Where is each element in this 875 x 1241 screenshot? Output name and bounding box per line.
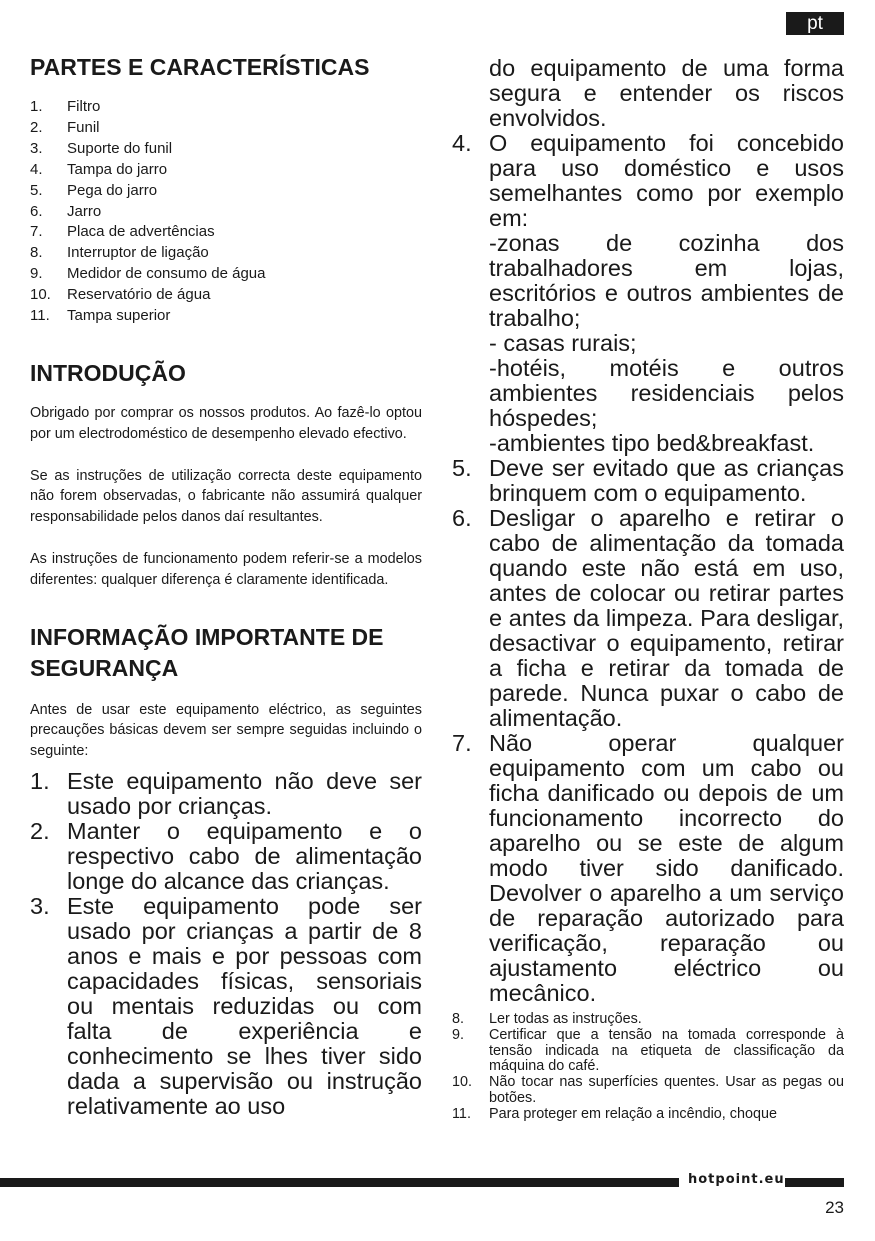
item-label: Filtro (67, 98, 101, 115)
item-text: Ler todas as instruções. (489, 1011, 642, 1027)
item-number: 8. (30, 244, 43, 262)
item-text: Deve ser evitado que as crianças brinquem com o equipamento. (489, 455, 844, 506)
list-item (30, 97, 422, 118)
list-item (452, 131, 844, 456)
right-column (452, 56, 844, 1123)
brand-label: hotpoint.eu (688, 1172, 785, 1187)
item-number: 3. (30, 892, 50, 919)
list-item (30, 139, 422, 160)
list-item (30, 222, 422, 243)
item-number: 10. (452, 1074, 473, 1091)
item-label: Reservatório de água (67, 286, 211, 304)
item-number: 1. (30, 767, 50, 794)
language-tag: pt (786, 12, 844, 35)
item-label: Placa de advertências (67, 223, 215, 241)
list-item (30, 769, 422, 819)
list-item (30, 264, 422, 285)
safety-intro: Antes de usar este equipamento eléctrico, as seguintes precauções básicas devem ser sempre seguidas incluindo o seguinte: (30, 701, 422, 760)
list-item (452, 506, 844, 731)
list-item (452, 1075, 844, 1107)
item-text: Manter o equipamento e o respectivo cabo de alimentação longe do alcance das crianças. (67, 817, 422, 894)
list-item (452, 456, 844, 506)
item-text: O equipamento foi concebido para uso doméstico e usos semelhantes como por exemplo em: -zonas de cozinha dos trabalhadores em lojas, escritórios e outros ambientes de trabalho; - casas rurais; -hotéis, motéis e outros ambientes residenciais pelos hóspedes; -ambientes tipo bed&breakfast. (489, 130, 844, 456)
intro-paragraph-3: As instruções de funcionamento podem referir-se a modelos diferentes: qualquer diferença é claramente identificada. (30, 550, 422, 588)
item-label: Funil (67, 118, 100, 136)
list-item (452, 1012, 844, 1028)
parts-title: PARTES E CARACTERÍSTICAS (30, 54, 370, 80)
item-number: 5. (452, 455, 472, 481)
item-label: Jarro (67, 202, 102, 220)
safety-title (30, 622, 422, 684)
item-number: 4. (30, 160, 43, 178)
item-label: Pega do jarro (67, 181, 158, 199)
left-column (30, 52, 422, 1119)
item-label: Medidor de consumo de água (67, 265, 266, 283)
list-item (30, 181, 422, 202)
intro-paragraph-2: Se as instruções de utilização correcta deste equipamento não forem observadas, o fabricante não assumirá qualquer responsabilidade pelos danos daí resultantes. (30, 467, 422, 526)
item-text: Para proteger em relação a incêndio, choque (489, 1105, 777, 1122)
item-text: Este equipamento pode ser usado por crianças a partir de 8 anos e mais e por pessoas com capacidades físicas, sensoriais ou mentais reduzidas ou com falta de experiência e conhecimento se lhes tiver sido dada a supervisão ou instrução relativamente ao uso (67, 892, 422, 1119)
intro-title: INTRODUÇÃO (30, 359, 186, 386)
item-text: Certificar que a tensão na tomada corresponde à tensão indicada na etiqueta de classificação da máquina do café. (489, 1026, 844, 1075)
item-number: 11. (452, 1105, 471, 1122)
page-number: 23 (825, 1198, 844, 1217)
item-label: Suporte do funil (67, 139, 173, 157)
list-item (452, 1107, 844, 1123)
item-text: Não tocar nas superfícies quentes. Usar as pegas ou botões. (489, 1074, 844, 1106)
item-text: Não operar qualquer equipamento com um cabo ou ficha danificado ou depois de um funcionamento incorrecto do aparelho ou se este de algum modo tiver sido danificado. Devolver o aparelho a um serviço de reparação autorizado para verificação, reparação ou ajustamento eléctrico ou mecânico. (489, 730, 844, 1006)
item-text: Desligar o aparelho e retirar o cabo de alimentação da tomada quando este não está em uso, antes de colocar ou retirar partes e antes da limpeza. Para desligar, desactivar o equipamento, retirar a ficha e retirar da tomada de parede. Nunca puxar o cabo de alimentação. (489, 505, 844, 731)
parts-list (30, 97, 422, 327)
item-number: 2. (30, 118, 43, 136)
footer-bar-right (785, 1178, 844, 1187)
item-label: Tampa superior (67, 307, 171, 325)
safety-title-line-1: INFORMAÇÃO IMPORTANTE DE (30, 623, 384, 650)
footer-bar-left (0, 1178, 679, 1187)
list-item (30, 306, 422, 327)
list-item (30, 285, 422, 306)
list-item (30, 894, 422, 1119)
safety-list-left (30, 769, 422, 1119)
item-number: 6. (30, 202, 43, 220)
list-item (452, 1028, 844, 1075)
safety-title-line-2: SEGURANÇA (30, 654, 179, 681)
item-number: 6. (452, 505, 472, 531)
item-text: Este equipamento não deve ser usado por crianças. (67, 767, 422, 819)
item-number: 9. (452, 1026, 465, 1043)
item-number: 7. (30, 223, 43, 241)
item-label: Interruptor de ligação (67, 244, 209, 262)
list-item (30, 819, 422, 894)
item-number: 1. (30, 98, 43, 115)
intro-paragraph-1: Obrigado por comprar os nossos produtos. Ao fazê-lo optou por um electrodoméstico de desempenho elevado efectivo. (30, 404, 422, 442)
item-number: 2. (30, 817, 50, 844)
list-item (452, 731, 844, 1006)
item-label: Tampa do jarro (67, 160, 168, 178)
item-number: 3. (30, 139, 43, 157)
list-item (30, 160, 422, 181)
safety-list-small (452, 1012, 844, 1123)
item-number: 10. (30, 286, 51, 304)
item-number: 11. (30, 307, 50, 325)
safety-list-right (452, 131, 844, 1006)
item-number: 5. (30, 181, 43, 199)
list-item (30, 118, 422, 139)
list-item (30, 243, 422, 264)
item-3-continuation: do equipamento de uma forma segura e entender os riscos envolvidos. (489, 55, 844, 131)
item-number: 7. (452, 730, 472, 756)
list-item (30, 202, 422, 223)
item-number: 8. (452, 1011, 465, 1027)
item-number: 9. (30, 265, 43, 283)
item-number: 4. (452, 130, 472, 156)
